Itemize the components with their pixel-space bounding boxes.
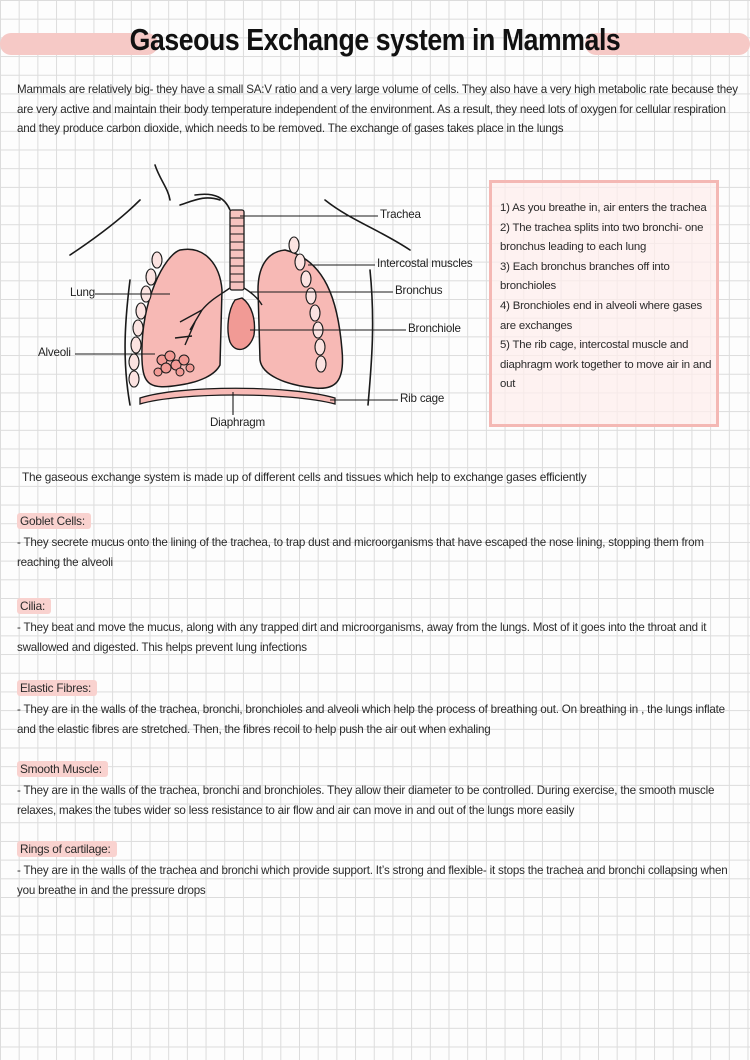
diaphragm: [140, 388, 335, 404]
step-item: 2) The trachea splits into two bronchi- one bronchus leading to each lung: [500, 221, 704, 254]
label-diaphragm: Diaphragm: [210, 416, 265, 429]
intro-paragraph: Mammals are relatively big- they have a small SA:V ratio and a very large volume of cells. They also have a very high metabolic rate because they are very active and maintain their body temperature independent of the environment. As a result, they need lots of oxygen for cellular respiration and they produce carbon dioxide, which needs to be removed. The exchange of gases takes place in the lungs: [17, 83, 738, 135]
breathing-steps-list: [500, 199, 715, 395]
section-cilia: [17, 597, 742, 657]
label-bronchiole: Bronchiole: [408, 322, 461, 335]
step-item: 5) The rib cage, intercostal muscle and diaphragm work together to move air in and out: [500, 339, 712, 391]
summary-text: The gaseous exchange system is made up of different cells and tissues which help to exchange gases efficiently: [22, 470, 587, 484]
label-bronchus: Bronchus: [395, 284, 443, 297]
step-item: 1) As you breathe in, air enters the trachea: [500, 202, 707, 214]
section-smooth-muscle: [17, 760, 742, 820]
label-rib-cage: Rib cage: [400, 392, 445, 405]
section-heading: Rings of cartilage:: [17, 841, 117, 857]
section-heading: Goblet Cells:: [17, 513, 91, 529]
section-heading: Elastic Fibres:: [17, 680, 97, 696]
section-rings-of-cartilage: [17, 840, 742, 900]
label-intercostal-muscles: Intercostal muscles: [377, 257, 473, 270]
label-trachea: Trachea: [380, 208, 421, 221]
section-heading: Smooth Muscle:: [17, 761, 108, 777]
section-body: - They are in the walls of the trachea, bronchi and bronchioles. They allow their diameter to be controlled. During exercise, the smooth muscle relaxes, makes the tubes wider so less resistance to air flow and air can move in and out of the lungs more easily: [17, 784, 715, 817]
section-elastic-fibres: [17, 679, 742, 739]
section-body: - They beat and move the mucus, along with any trapped dirt and microorganisms, away from the lungs. Most of it goes into the throat and it swallowed and digested. This helps prevent lung infections: [17, 621, 707, 654]
section-body: - They secrete mucus onto the lining of the trachea, to trap dust and microorganisms that have escaped the nose lining, stopping them from reaching the alveoli: [17, 536, 704, 569]
step-item: 4) Bronchioles end in alveoli where gases are exchanges: [500, 299, 703, 332]
label-lung: Lung: [70, 286, 95, 299]
section-goblet-cells: [17, 512, 742, 572]
section-heading: Cilia:: [17, 598, 51, 614]
right-lung: [258, 250, 343, 388]
heart: [228, 298, 255, 349]
section-body: - They are in the walls of the trachea, bronchi, bronchioles and alveoli which help the process of breathing out. On breathing in , the lungs inflate and the elastic fibres are stretched. Then, the fibres recoil to help push the air out when exhaling: [17, 703, 725, 736]
label-alveoli: Alveoli: [38, 346, 71, 359]
lungs-diagram: [30, 160, 490, 445]
page-title: Gaseous Exchange system in Mammals: [129, 22, 621, 57]
step-item: 3) Each bronchus branches off into bronchioles: [500, 260, 670, 293]
section-body: - They are in the walls of the trachea and bronchi which provide support. It’s strong and flexible- it stops the trachea and bronchi collapsing when you breathe in and the pressure drops: [17, 864, 728, 897]
